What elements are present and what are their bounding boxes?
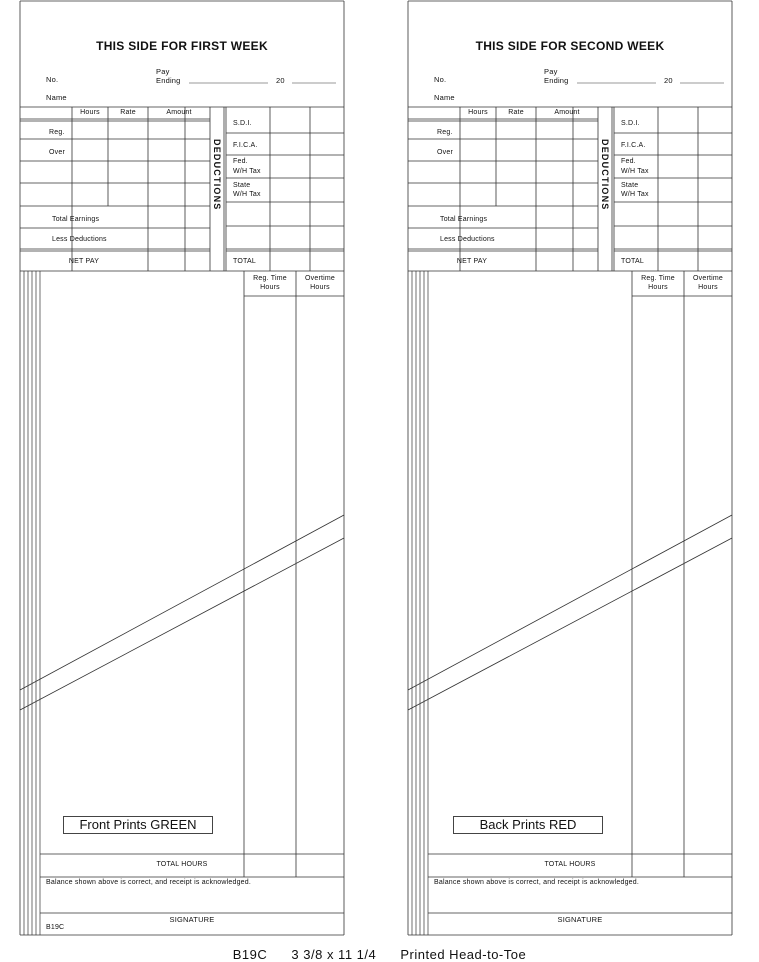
footer-form-code: B19C — [232, 947, 268, 962]
signature-label: SIGNATURE — [169, 915, 215, 924]
fed-label-2: W/H Tax — [233, 168, 261, 175]
number-label: No. — [434, 75, 447, 84]
col-amount-header: Amount — [166, 109, 192, 116]
fed-label-1: Fed. — [233, 158, 248, 165]
row-reg-label: Reg. — [437, 129, 453, 136]
total-earnings-label: Total Earnings — [52, 216, 100, 223]
card-title: THIS SIDE FOR SECOND WEEK — [475, 39, 665, 53]
overtime-header-2: Hours — [310, 284, 330, 291]
balance-acknowledgement: Balance shown above is correct, and receipt is acknowledged. — [46, 879, 251, 886]
overtime-header-1: Overtime — [693, 275, 723, 282]
reg-time-header-2: Hours — [648, 284, 668, 291]
overtime-header-2: Hours — [698, 284, 718, 291]
fica-label: F.I.C.A. — [621, 142, 646, 149]
reg-time-header-2: Hours — [260, 284, 280, 291]
reg-time-header-1: Reg. Time — [253, 275, 287, 282]
net-pay-label: NET PAY — [68, 258, 100, 265]
fica-label: F.I.C.A. — [233, 142, 258, 149]
deductions-label: DEDUCTIONS — [212, 139, 222, 211]
signature-label: SIGNATURE — [557, 915, 603, 924]
col-rate-header: Rate — [508, 109, 524, 116]
col-hours-header: Hours — [80, 109, 100, 116]
state-label-2: W/H Tax — [233, 191, 261, 198]
less-deductions-label: Less Deductions — [52, 236, 107, 243]
col-amount-header: Amount — [554, 109, 580, 116]
time-card-first-week — [20, 1, 344, 935]
net-pay-label: NET PAY — [456, 258, 488, 265]
print-color-note: Front Prints GREEN — [63, 816, 213, 834]
fed-label-1: Fed. — [621, 158, 636, 165]
row-over-label: Over — [437, 149, 453, 156]
col-hours-header: Hours — [468, 109, 488, 116]
number-label: No. — [46, 75, 59, 84]
card-title: THIS SIDE FOR FIRST WEEK — [96, 39, 268, 53]
balance-acknowledgement: Balance shown above is correct, and receipt is acknowledged. — [434, 879, 639, 886]
print-color-note: Back Prints RED — [453, 816, 603, 834]
form-code: B19C — [46, 924, 65, 931]
deductions-label: DEDUCTIONS — [600, 139, 610, 211]
overtime-header-1: Overtime — [305, 275, 335, 282]
year-prefix: 20 — [276, 76, 285, 85]
name-label: Name — [46, 93, 67, 102]
state-label-1: State — [233, 182, 251, 189]
time-card-second-week — [408, 1, 732, 935]
sdi-label: S.D.I. — [233, 120, 252, 127]
col-rate-header: Rate — [120, 109, 136, 116]
total-label: TOTAL — [621, 258, 644, 265]
card-grid-lines — [20, 1, 344, 935]
fed-label-2: W/H Tax — [621, 168, 649, 175]
total-hours-label: TOTAL HOURS — [544, 861, 596, 868]
name-label: Name — [434, 93, 455, 102]
pay-label: Pay — [544, 67, 558, 76]
reg-time-header-1: Reg. Time — [641, 275, 675, 282]
state-label-1: State — [621, 182, 639, 189]
footer-size: 3 3/8 x 11 1/4 — [291, 947, 377, 962]
ending-label: Ending — [156, 76, 181, 85]
form-footer — [0, 947, 759, 962]
row-reg-label: Reg. — [49, 129, 65, 136]
row-over-label: Over — [49, 149, 65, 156]
sdi-label: S.D.I. — [621, 120, 640, 127]
pay-label: Pay — [156, 67, 170, 76]
year-prefix: 20 — [664, 76, 673, 85]
total-label: TOTAL — [233, 258, 256, 265]
total-hours-label: TOTAL HOURS — [156, 861, 208, 868]
card-grid-lines — [408, 1, 732, 935]
total-earnings-label: Total Earnings — [440, 216, 488, 223]
less-deductions-label: Less Deductions — [440, 236, 495, 243]
footer-print-note: Printed Head-to-Toe — [400, 947, 527, 962]
state-label-2: W/H Tax — [621, 191, 649, 198]
ending-label: Ending — [544, 76, 569, 85]
